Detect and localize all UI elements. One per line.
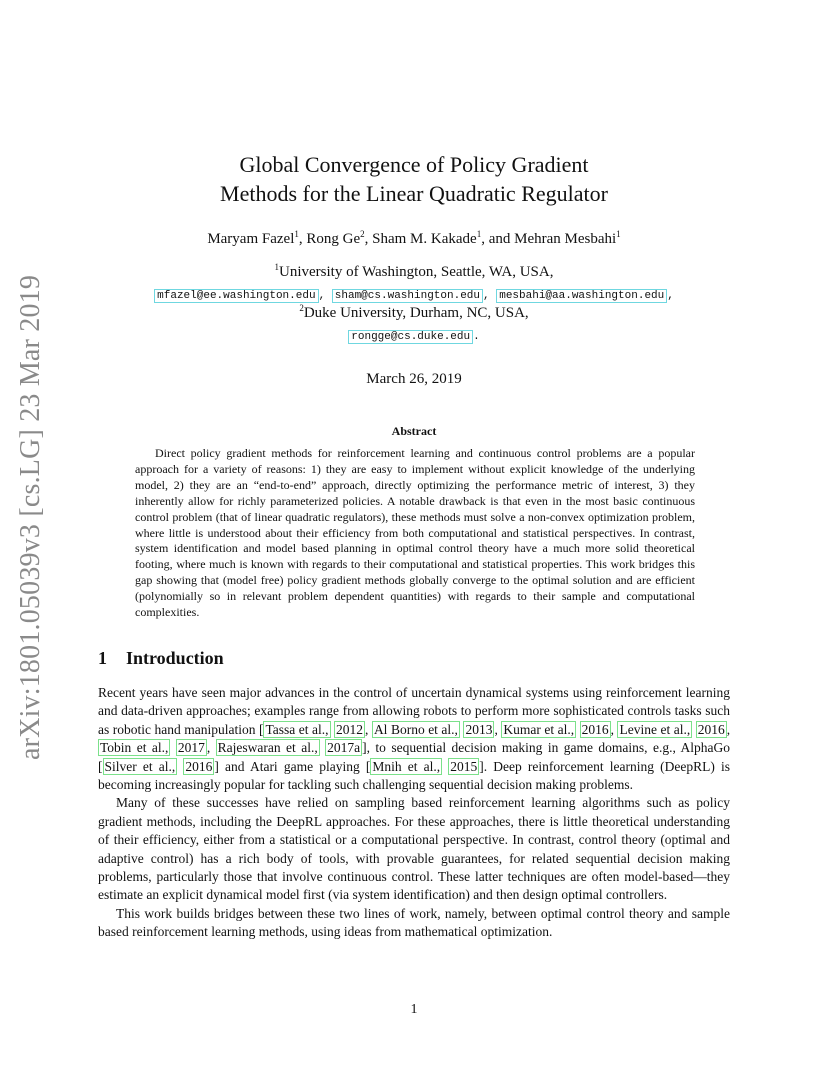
paragraph-text: ], to sequential decision making in game domains, e.g., AlphaGo [ <box>98 740 731 774</box>
paragraph-text: Recent years have seen major advances in the control of uncertain dynamical systems using reinforcement learning and data-driven approaches; examples range from allowing robots to perform more sophisticated controls tasks such as robotic hand manipulation [ <box>98 685 730 737</box>
citation-link[interactable]: Rajeswaran et al., <box>217 740 318 756</box>
affiliation-text: University of Washington, Seattle, WA, USA, <box>279 264 554 280</box>
affiliation-sup: 2 <box>299 303 304 313</box>
citation-link[interactable]: 2013 <box>465 721 493 737</box>
author-affil-sup: 1 <box>616 229 621 239</box>
email-link[interactable]: ronggе@cs.duke.edu <box>348 330 473 344</box>
citation-link[interactable]: Mnih et al., <box>372 758 441 774</box>
section-number: 1 <box>98 648 107 668</box>
affiliation-sup: 1 <box>274 262 280 272</box>
citation-link[interactable]: Al Borno et al., <box>373 721 458 737</box>
author-name: Maryam Fazel <box>207 231 295 247</box>
citation-link[interactable]: 2016 <box>581 721 609 737</box>
section-heading <box>98 648 224 669</box>
citation-link[interactable]: Tassa et al., <box>265 721 329 737</box>
citation-link[interactable]: 2012 <box>336 721 364 737</box>
email-link[interactable]: mfazel@ee.washington.edu <box>154 289 318 303</box>
citation-link[interactable]: Kumar et al., <box>503 721 575 737</box>
abstract-text: Direct policy gradient methods for reinforcement learning and continuous control problems are a popular approach for a variety of reasons: 1) they are easy to implement without explicit knowledge of the underlying model, 2) they are an “end-to-end” approach, directly optimizing the performance metric of interest, 3) they inherently allow for richly parameterized policies. A notable drawback is that even in the most basic continuous control problem (that of linear quadratic regulators), these methods must solve a non-convex optimization problem, where little is understood about their efficiency from both computational and statistical perspectives. In contrast, system identification and model based planning in optimal control theory have a much more solid theoretical footing, where much is known with regards to their computational and statistical properties. This work bridges this gap showing that (model free) policy gradient methods globally converge to the optimal solution and are efficient (polynomially so in relevant problem dependent quantities) with regards to their sample and computational complexities. <box>135 446 695 620</box>
abstract-heading: Abstract <box>391 424 437 438</box>
intro-paragraph-3: This work builds bridges between these two lines of work, namely, between optimal control theory and sample based reinforcement learning methods, using ideas from mathematical optimization. <box>98 905 730 940</box>
author-list <box>0 231 828 248</box>
affiliation-duke <box>0 305 828 322</box>
paragraph-text: ]. Deep reinforcement learning (DeepRL) is becoming increasingly popular for tackling such challenging sequential decision making problems. <box>98 758 731 793</box>
author-affil-sup: 2 <box>360 229 365 239</box>
citation-link[interactable]: 2016 <box>185 758 213 774</box>
page-number: 1 <box>410 1002 418 1017</box>
author-separator: , and <box>481 231 515 247</box>
citation-link[interactable]: Silver et al., <box>104 758 176 774</box>
email-link[interactable]: mesbahi@aa.washington.edu <box>496 289 667 303</box>
citation-link[interactable]: Tobin et al., <box>100 740 169 756</box>
citation-link[interactable]: 2016 <box>697 721 725 737</box>
duke-email-list: ronggе@cs.duke.edu . <box>0 331 828 343</box>
citation-link[interactable]: 2017 <box>177 740 205 756</box>
arxiv-stamp: arXiv:1801.05039v3 [cs.LG] 23 Mar 2019 <box>15 274 46 760</box>
affiliation-text: Duke University, Durham, NC, USA, <box>303 305 529 321</box>
intro-paragraph-2: Many of these successes have relied on sampling based reinforcement learning algorithms such as policy gradient methods, including the DeepRL approaches. For these approaches, there is little theoretical understanding of their efficiency, either from a statistical or a computational perspective. In contrast, control theory (optimal and adaptive control) has a rich body of tools, with provable guarantees, for related sequential decision making problems, particularly those that involve continuous control. These latter techniques are often model-based—they estimate an explicit dynamical model first (via system identification) and then design optimal controllers. <box>98 795 730 903</box>
author-name: Sham M. Kakade <box>372 231 477 247</box>
author-separator: , <box>364 231 373 247</box>
author-name: Rong Ge <box>306 231 361 247</box>
section-title: Introduction <box>126 648 224 668</box>
paper-date: March 26, 2019 <box>366 371 462 387</box>
intro-paragraph-1: Recent years have seen major advances in the control of uncertain dynamical systems using reinforcement learning and data-driven approaches; examples range from allowing robots to perform more sophisticated controls tasks such as robotic hand manipulation [ Tassa et al., 2012 , Al Borno et al., 2013 , Kumar et al., 2016 , Levine et al., 2016 , Tobin et al., 2017 , Rajeswaran et al., 2017a ], to sequential decision making in game domains, e.g., AlphaGo [ Silver et al., 2016 ] and Atari game playing [ Mnih et al., 2015 ]. Deep reinforcement learning (DeepRL) is becoming increasingly popular for tackling such challenging sequential decision making problems. <box>98 685 731 793</box>
intro-body <box>98 684 730 942</box>
affiliation-uw <box>0 264 828 281</box>
paper-title <box>0 150 828 208</box>
author-separator: , <box>298 231 307 247</box>
email-link[interactable]: sham@cs.washington.edu <box>332 289 483 303</box>
citation-link[interactable]: Levine et al., <box>619 721 691 737</box>
title-line-2: Methods for the Linear Quadratic Regulator <box>220 181 608 206</box>
author-affil-sup: 1 <box>294 229 299 239</box>
citation-link[interactable]: 2015 <box>450 758 478 774</box>
author-name: Mehran Mesbahi <box>514 231 617 247</box>
author-affil-sup: 1 <box>476 229 482 239</box>
title-line-1: Global Convergence of Policy Gradient <box>239 152 589 177</box>
citation-link[interactable]: 2017a <box>327 740 361 756</box>
uw-email-list: mfazel@ee.washington.edu , sham@cs.washington.edu , mesbahi@aa.washington.edu , <box>0 290 828 302</box>
paragraph-text: ] and Atari game playing [ <box>214 758 371 774</box>
